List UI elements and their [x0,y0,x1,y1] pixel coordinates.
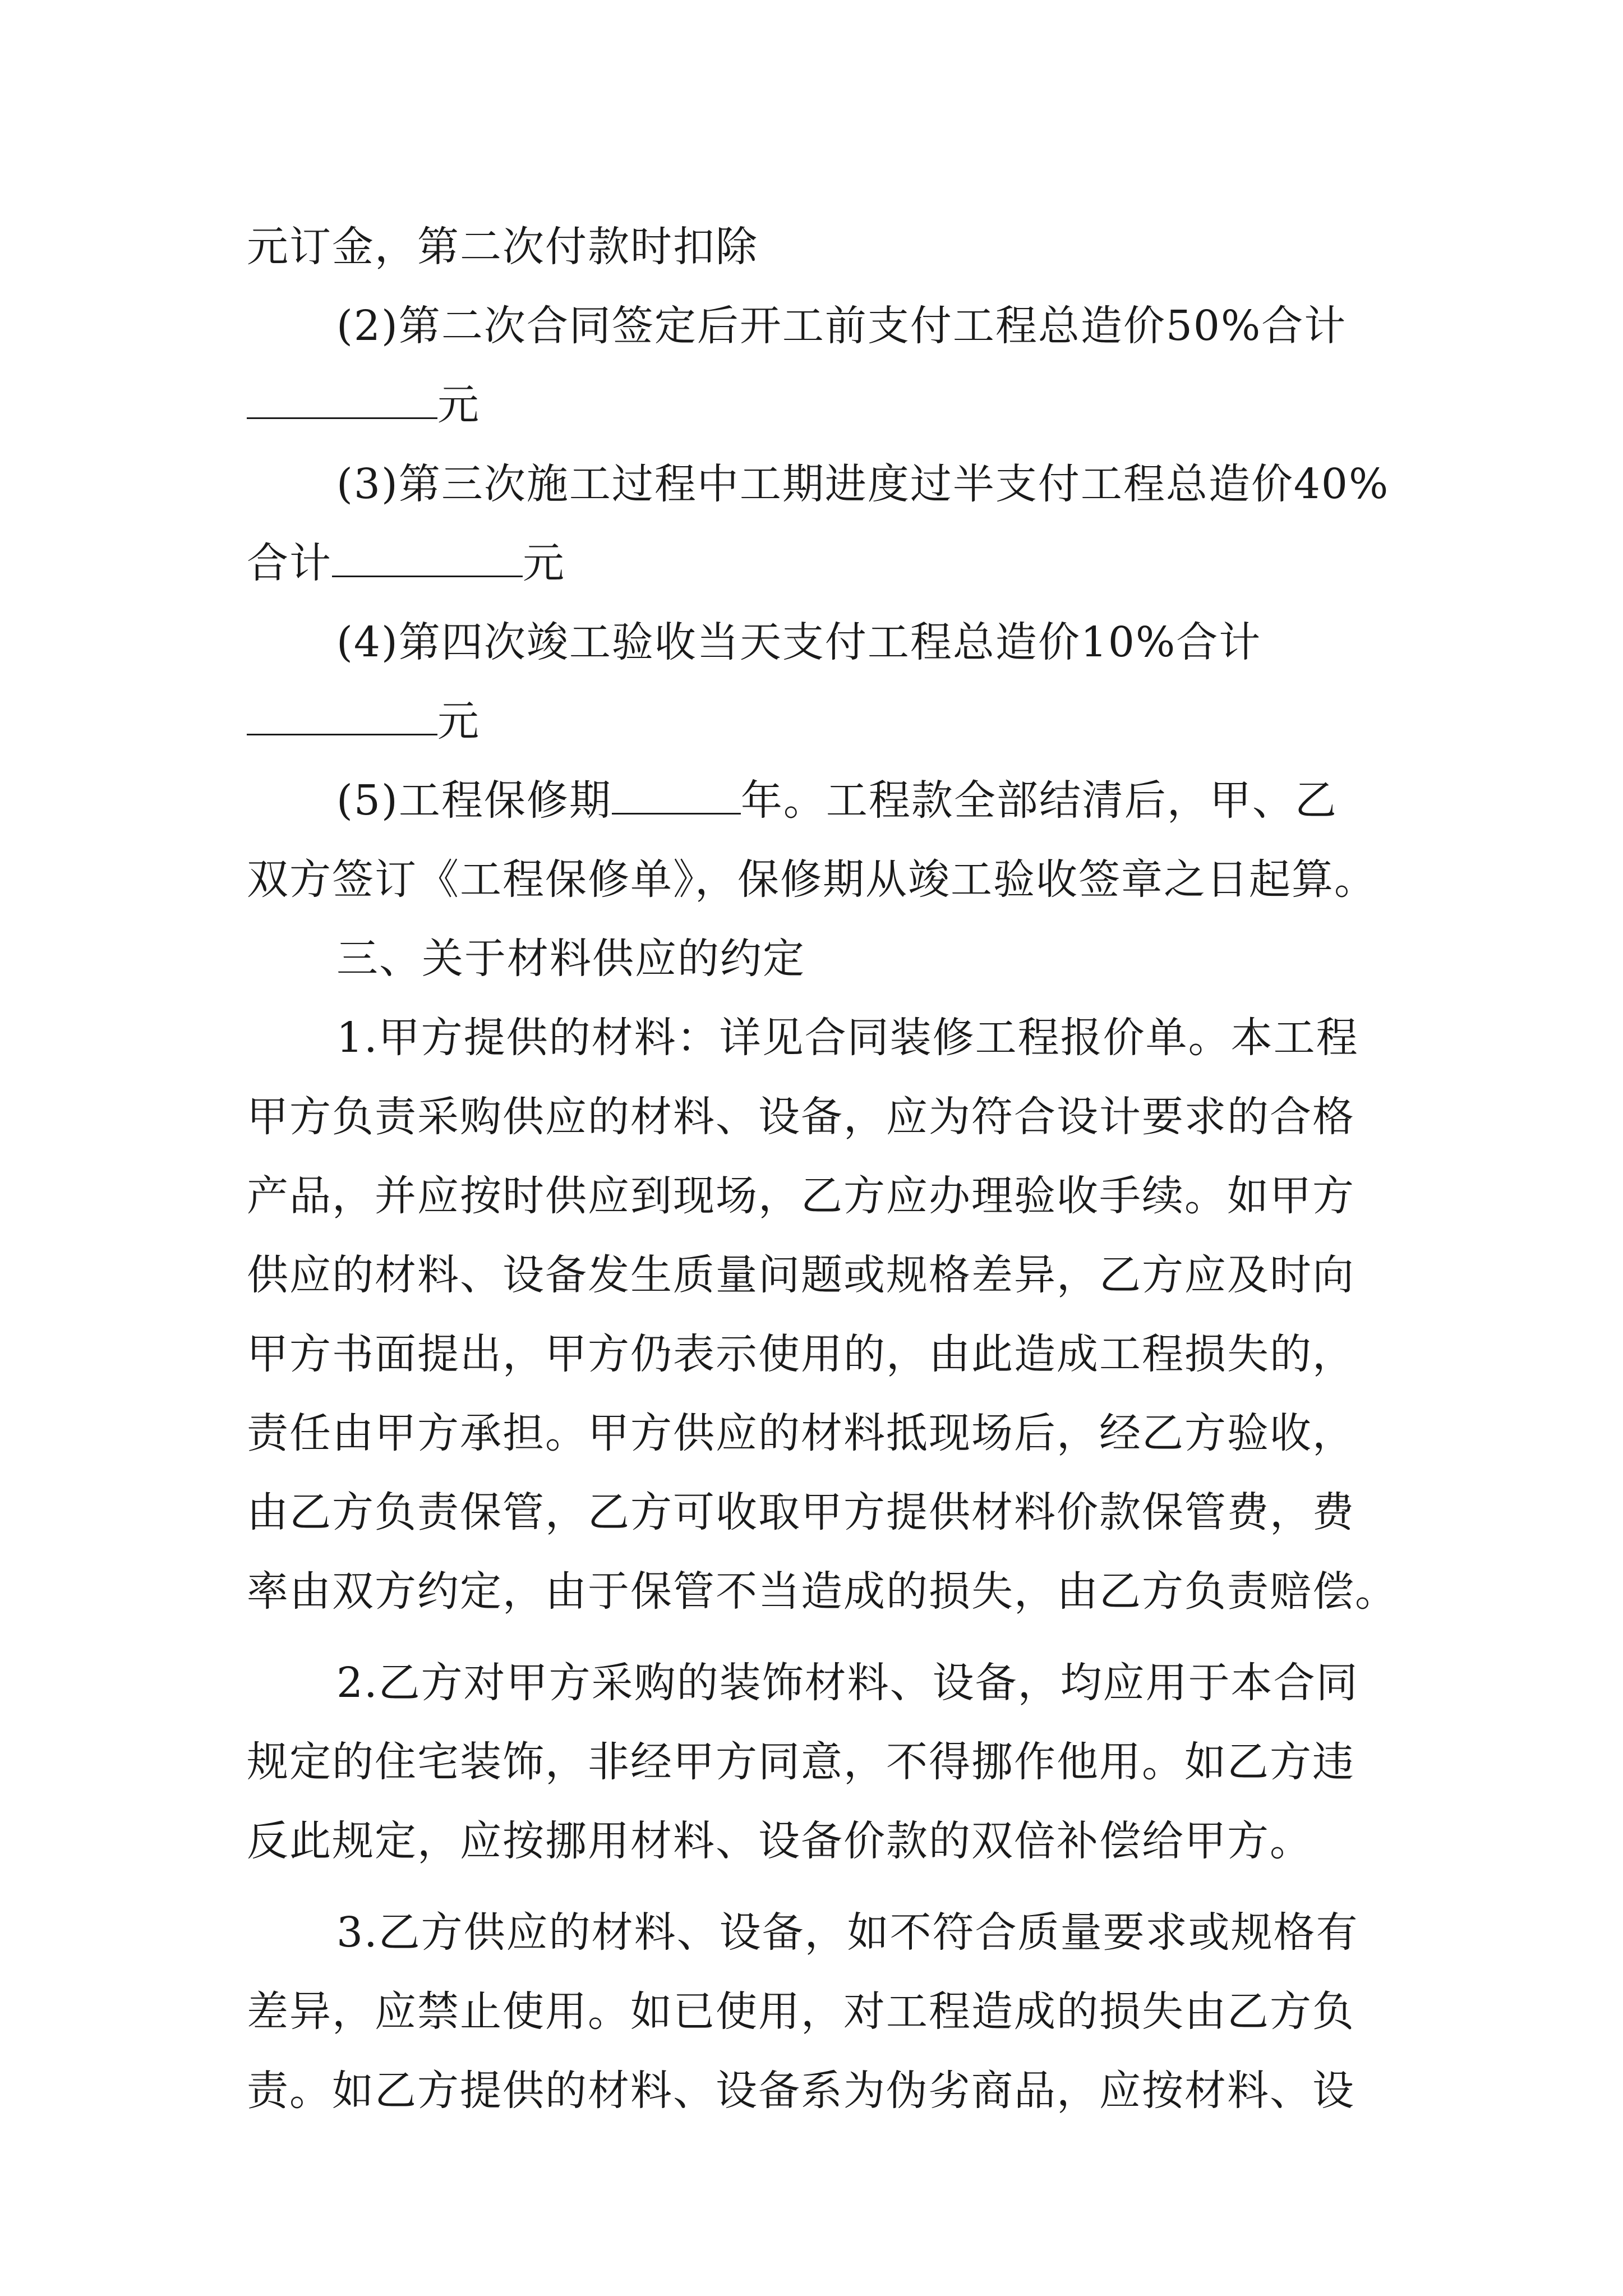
text-line: 双方签订《工程保修单》，保修期从竣工验收签章之日起算。 [247,855,1377,904]
payment-clause-3: (3)第三次施工过程中工期进度过半支付工程总造价40% [336,460,1390,508]
text-line: 规定的住宅装饰，非经甲方同意，不得挪作他用。如乙方违 [247,1738,1355,1786]
payment-clause-4-amount: 元 [247,682,1424,761]
document-body [247,208,1424,2131]
text-line: 甲方负责采购供应的材料、设备，应为符合设计要求的合格 [247,1093,1355,1141]
payment-clause-2: (2)第二次合同签定后开工前支付工程总造价50%合计 [336,302,1347,350]
text-line: 责。如乙方提供的材料、设备系为伪劣商品，应按材料、设 [247,2067,1355,2115]
payment-clause-4: (4)第四次竣工验收当天支付工程总造价10%合计 [336,618,1262,666]
amount-blank [332,542,523,577]
years-blank [612,779,741,815]
text-line: 元订金，第二次付款时扣除 [247,223,758,271]
text-line: 反此规定，应按挪用材料、设备价款的双倍补偿给甲方。 [247,1817,1312,1865]
text-line: 责任由甲方承担。甲方供应的材料抵现场后，经乙方验收， [247,1409,1355,1457]
text-line: 由乙方负责保管，乙方可收取甲方提供材料价款保管费，费 [247,1488,1355,1536]
warranty-clause: (5)工程保修期 年。工程款全部结清后，甲、乙 [336,776,1338,825]
material-clause-2: 2.乙方对甲方采购的装饰材料、设备，均应用于本合同 [336,1659,1359,1707]
payment-clause-2-amount: 元 [247,366,1424,445]
text-line: 差异，应禁止使用。如已使用，对工程造成的损失由乙方负 [247,1987,1355,2036]
amount-blank [247,384,437,419]
material-clause-1: 1.甲方提供的材料：详见合同装修工程报价单。本工程 [336,1014,1359,1062]
amount-blank [247,700,437,735]
text-line: 甲方书面提出，甲方仍表示使用的，由此造成工程损失的， [247,1330,1355,1378]
payment-clause-3-amount: 合计 元 [247,539,565,587]
section-heading: 三、关于材料供应的约定 [336,935,805,983]
text-line: 率由双方约定，由于保管不当造成的损失，由乙方负责赔偿。 [247,1567,1398,1616]
material-clause-3: 3.乙方供应的材料、设备，如不符合质量要求或规格有 [336,1908,1359,1957]
text-line: 供应的材料、设备发生质量问题或规格差异，乙方应及时向 [247,1251,1355,1299]
text-line: 产品，并应按时供应到现场，乙方应办理验收手续。如甲方 [247,1172,1355,1220]
